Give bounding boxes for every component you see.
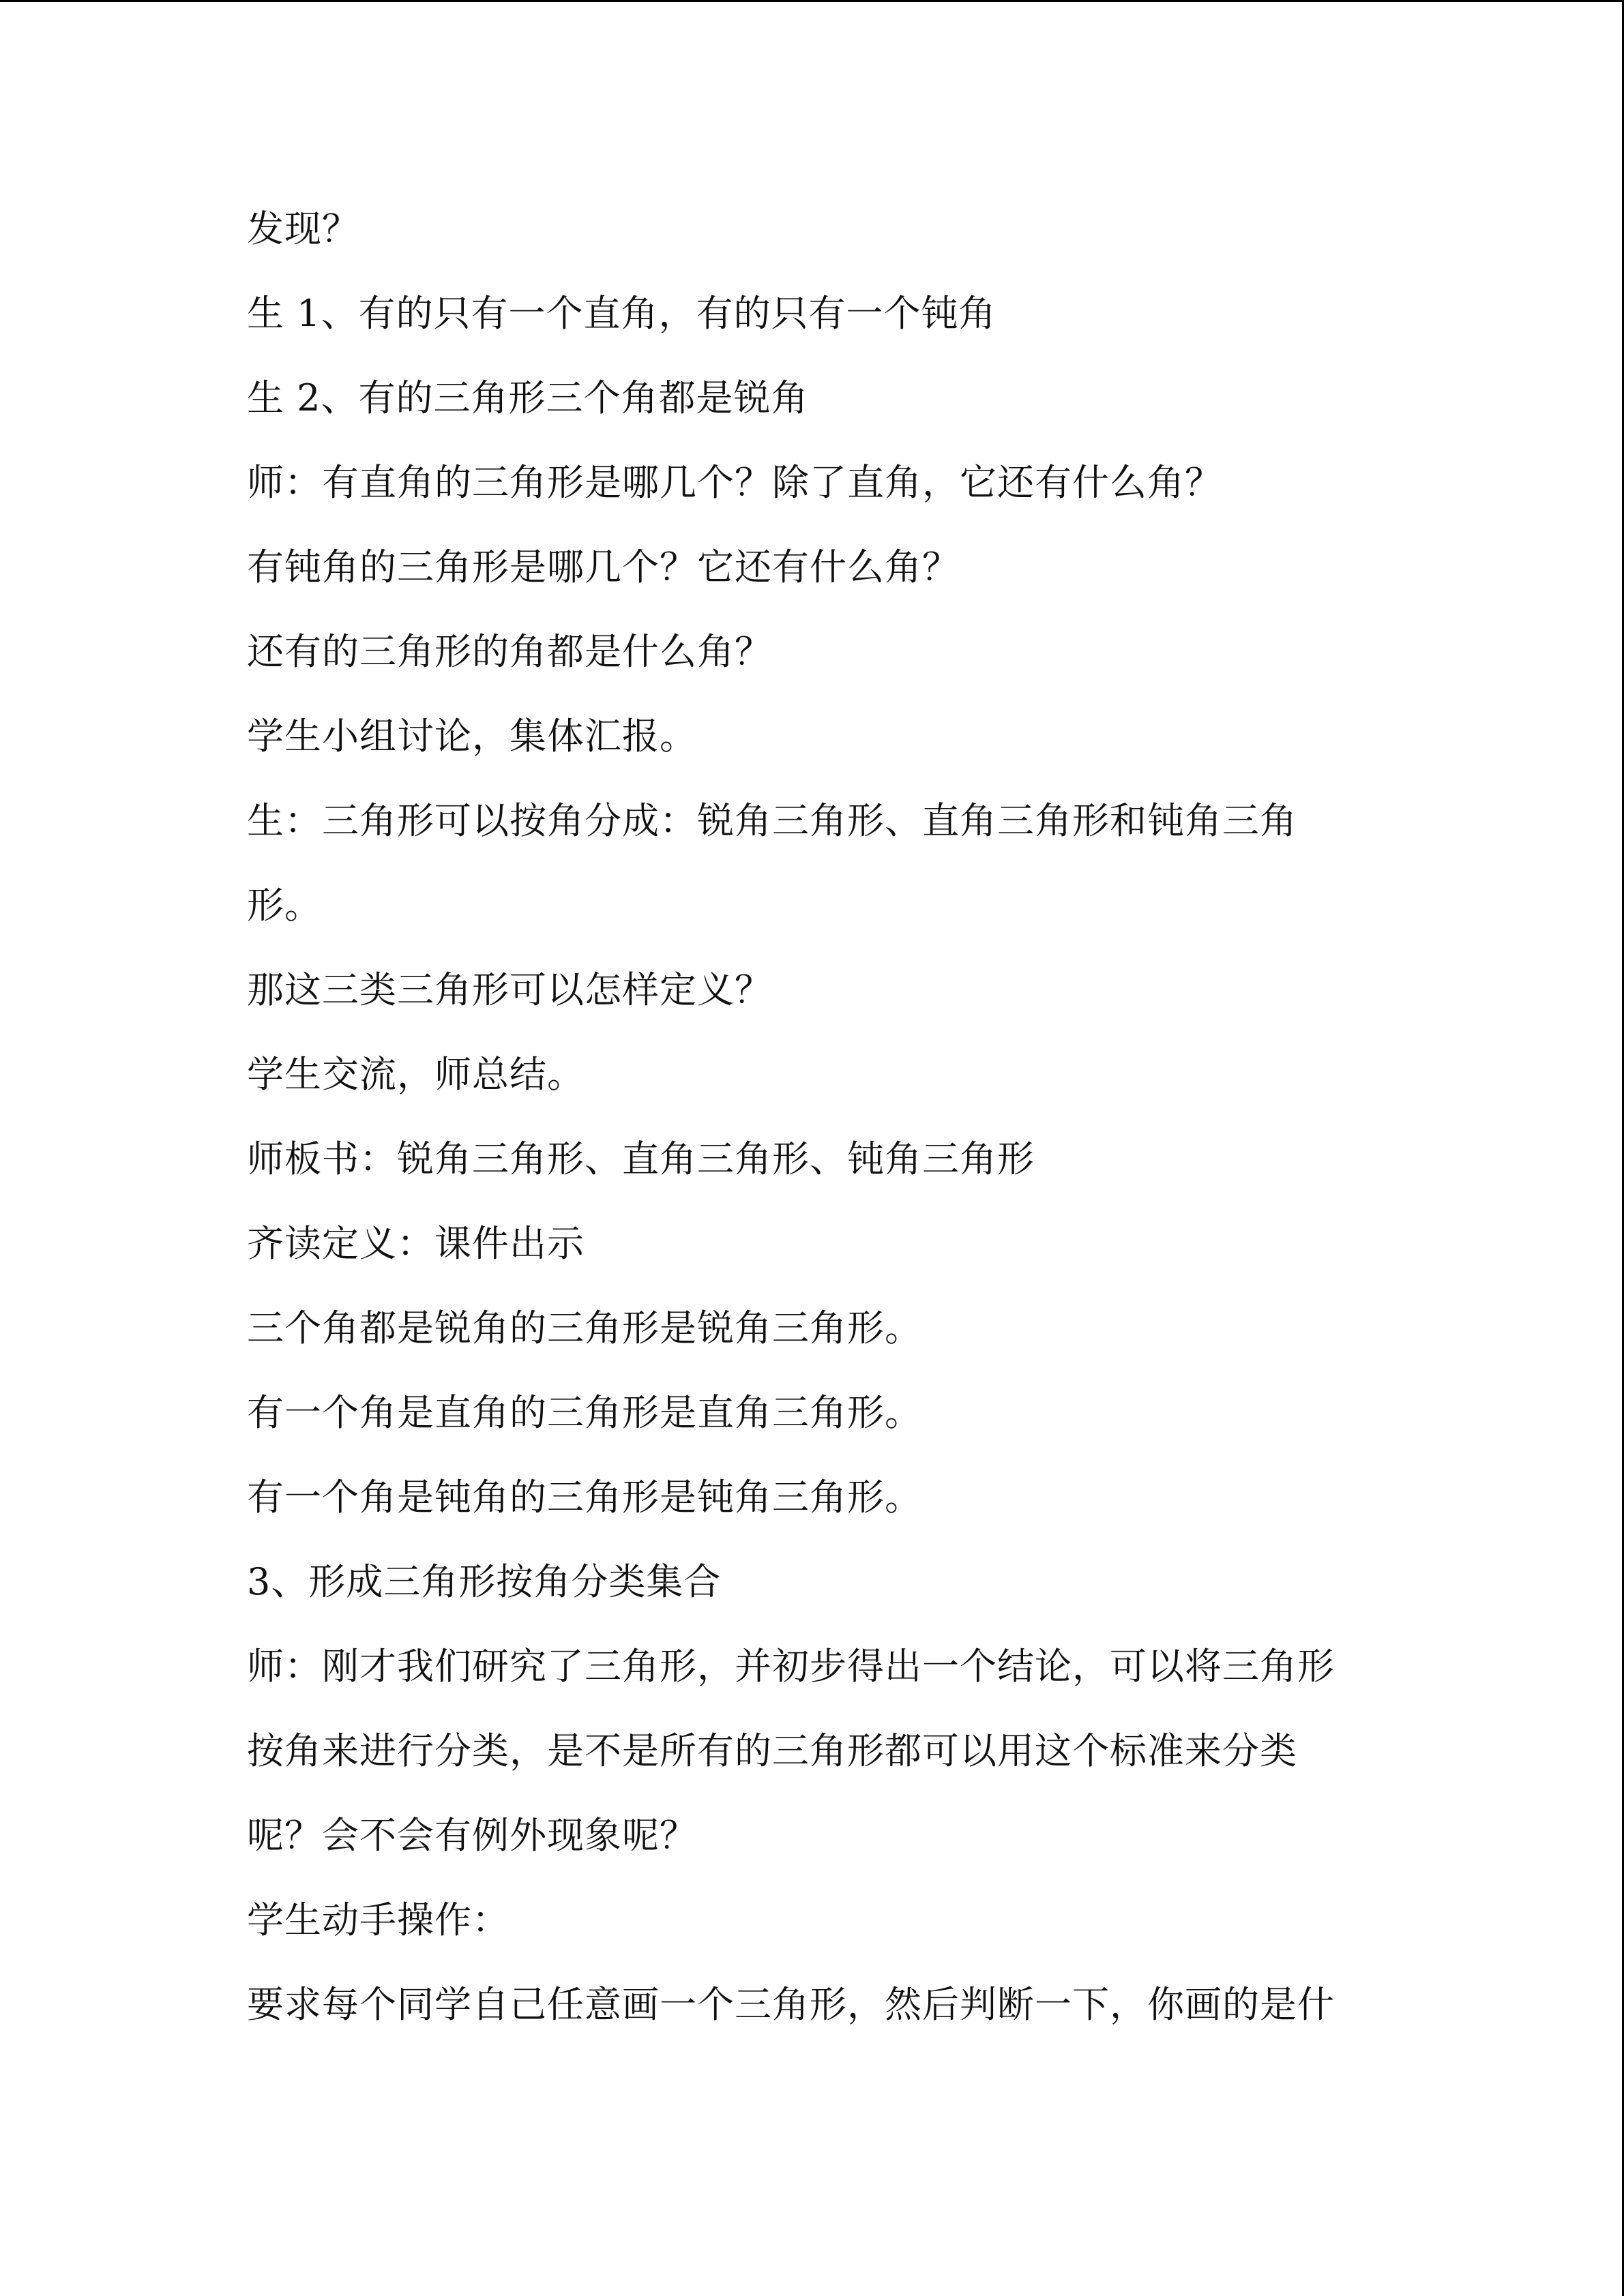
text-line: 发现？	[247, 207, 359, 250]
text-line: 呢？会不会有例外现象呢？	[247, 1814, 697, 1857]
text-line: 学生小组讨论，集体汇报。	[247, 715, 697, 758]
text-line: 有一个角是直角的三角形是直角三角形。	[247, 1391, 922, 1434]
text-line: 生 2、有的三角形三个角都是锐角	[247, 376, 809, 419]
text-line: 生 1、有的只有一个直角，有的只有一个钝角	[247, 292, 996, 335]
text-line: 三个角都是锐角的三角形是锐角三角形。	[247, 1307, 922, 1350]
text-line: 生：三角形可以按角分成：锐角三角形、直角三角形和钝角三角	[247, 799, 1297, 842]
text-line: 师：有直角的三角形是哪几个？除了直角，它还有什么角？	[247, 461, 1222, 504]
text-line: 那这三类三角形可以怎样定义？	[247, 968, 772, 1011]
text-line: 学生动手操作：	[247, 1898, 510, 1941]
text-line: 师：刚才我们研究了三角形，并初步得出一个结论，可以将三角形	[247, 1645, 1335, 1688]
text-line: 师板书：锐角三角形、直角三角形、钝角三角形	[247, 1137, 1035, 1180]
text-line: 学生交流，师总结。	[247, 1053, 585, 1096]
text-line: 要求每个同学自己任意画一个三角形，然后判断一下，你画的是什	[247, 1983, 1335, 2026]
text-line: 有钝角的三角形是哪几个？它还有什么角？	[247, 546, 960, 588]
text-line: 齐读定义：课件出示	[247, 1222, 585, 1265]
text-line: 还有的三角形的角都是什么角？	[247, 630, 772, 673]
document-body	[247, 207, 1372, 2071]
text-line: 3、形成三角形按角分类集合	[247, 1560, 722, 1603]
text-line: 有一个角是钝角的三角形是钝角三角形。	[247, 1476, 922, 1519]
text-line: 按角来进行分类，是不是所有的三角形都可以用这个标准来分类	[247, 1729, 1297, 1772]
text-line: 形。	[247, 884, 322, 927]
